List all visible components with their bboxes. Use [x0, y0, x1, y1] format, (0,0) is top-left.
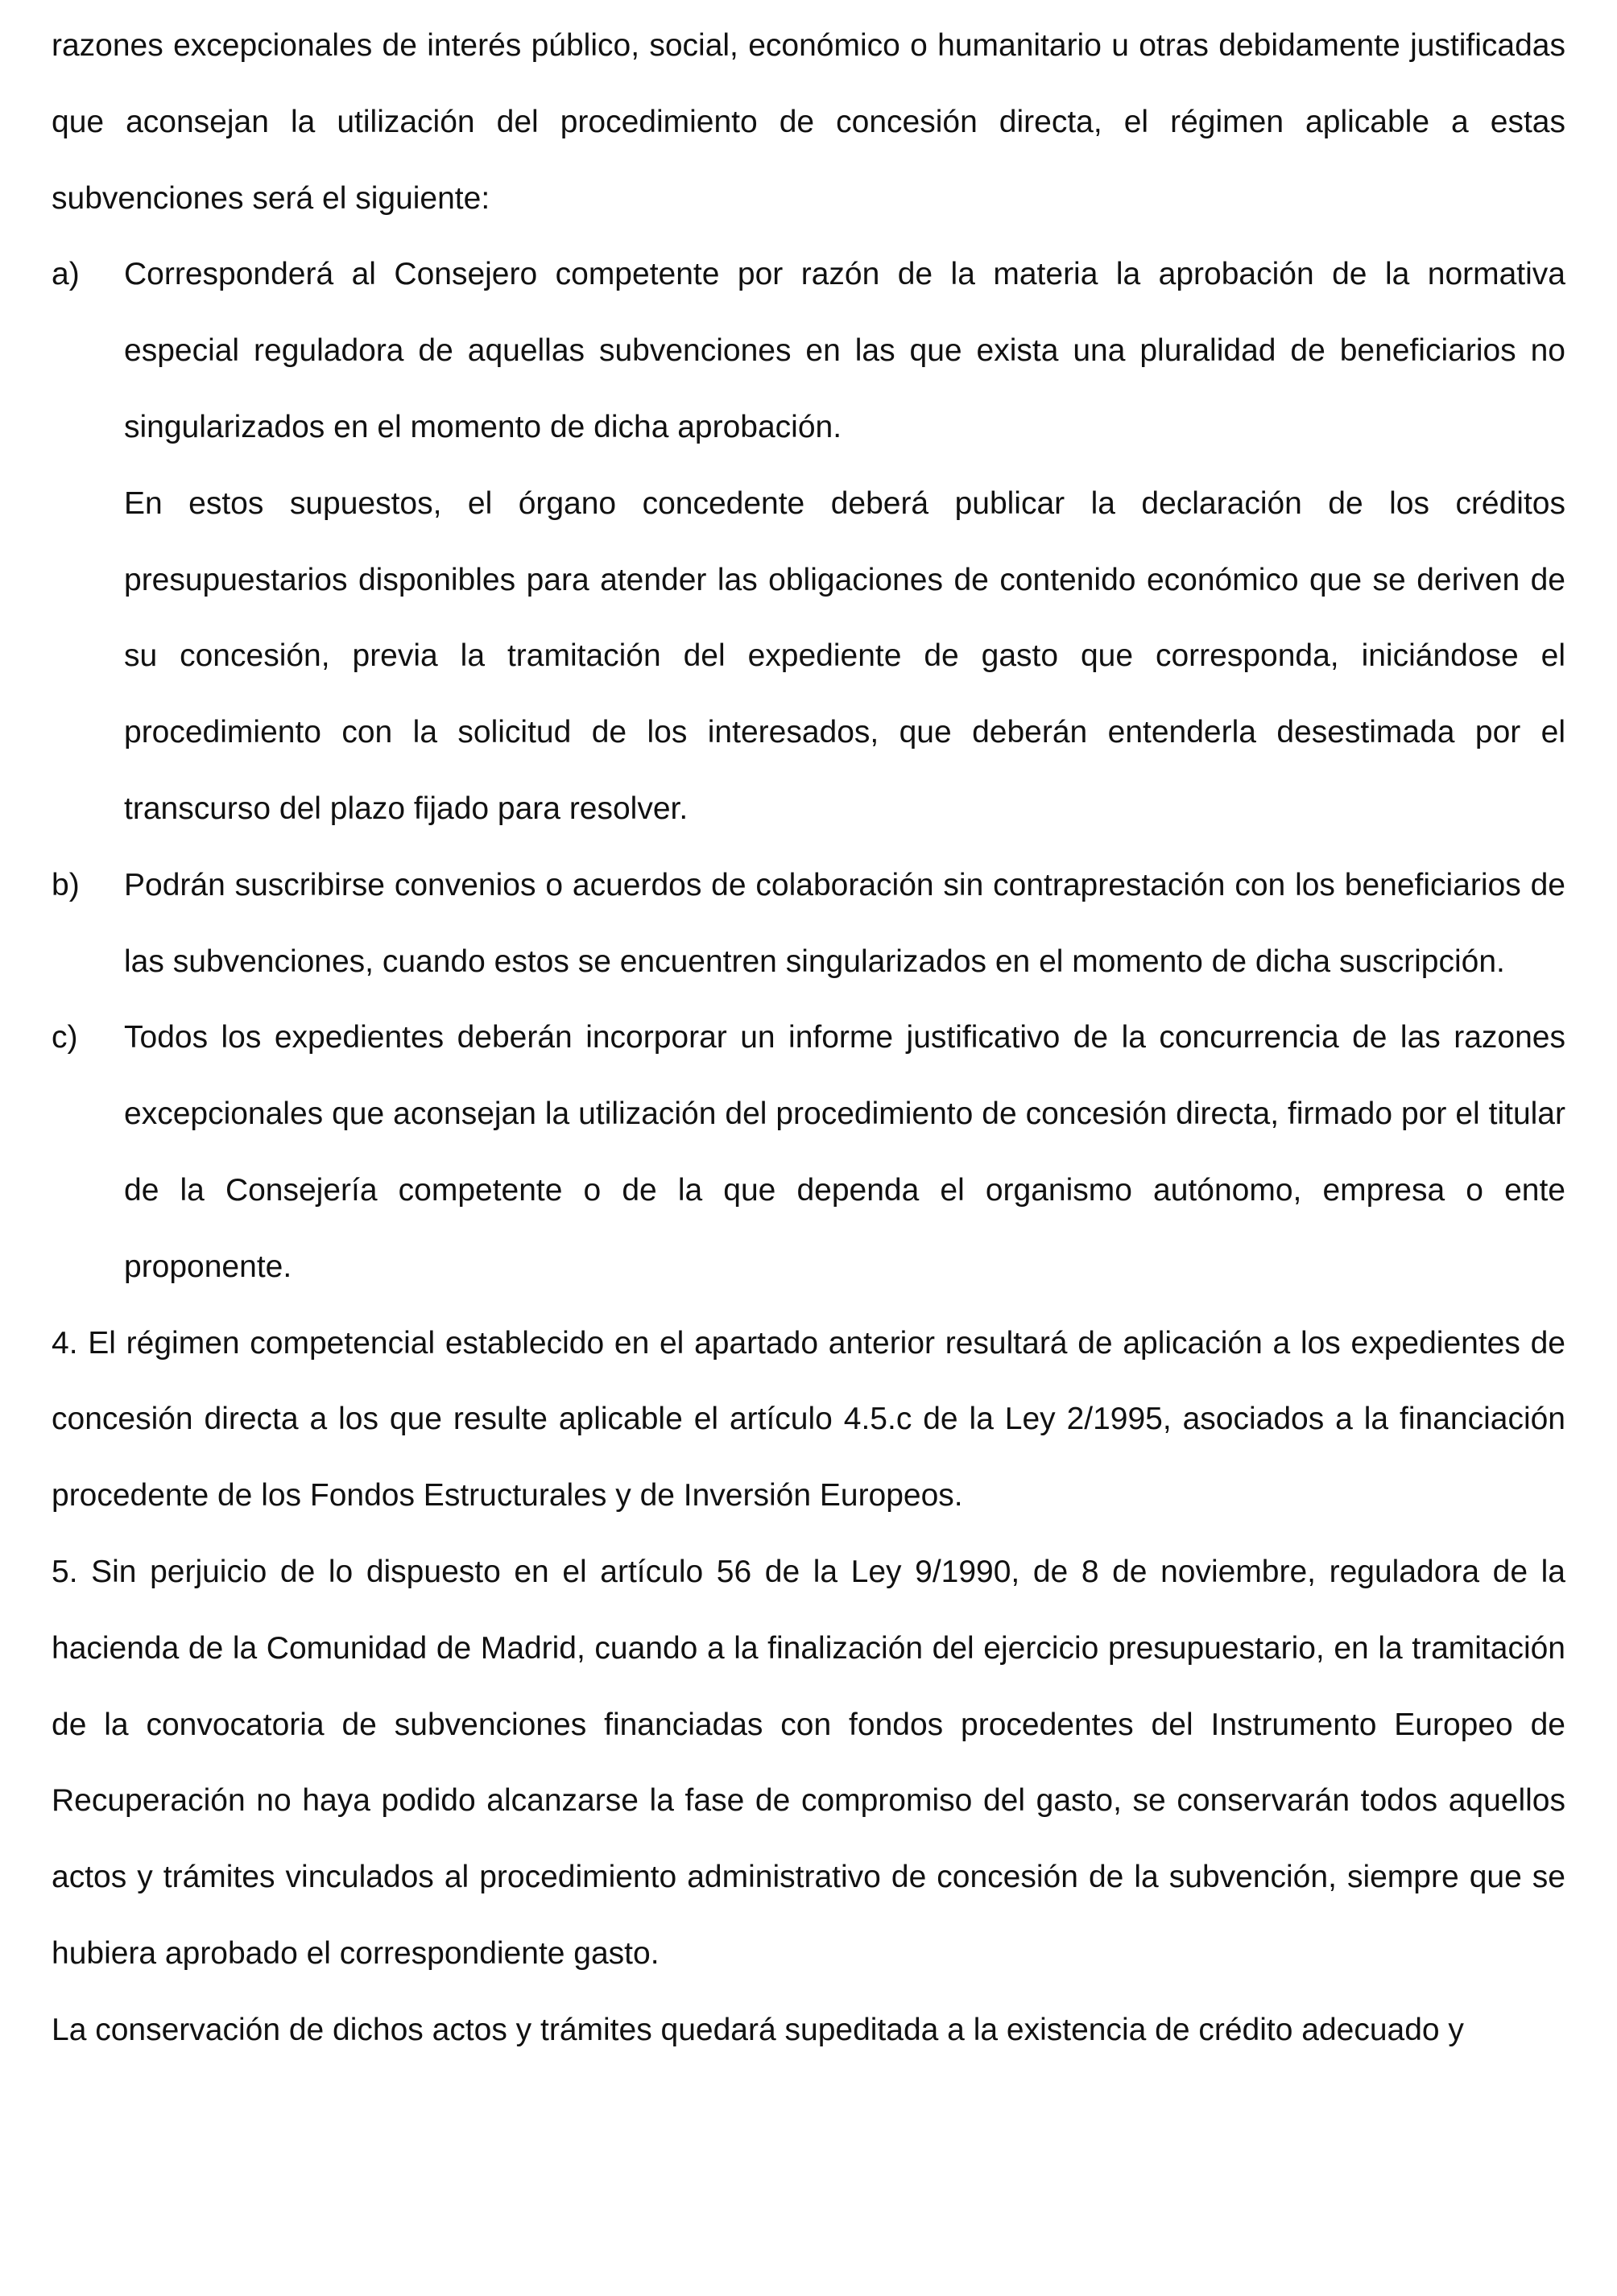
intro-paragraph: razones excepcionales de interés público, social, económico o humanitario u otras debidamente justificadas que aconsejan la utilización del procedimiento de concesión directa, el régimen aplicable a estas subvenciones será el siguiente: [52, 28, 1565, 216]
list-marker-b: b) [52, 867, 80, 902]
list-item-c [52, 1000, 1565, 1305]
section-5-paragraph: 5. Sin perjuicio de lo dispuesto en el artículo 56 de la Ley 9/1990, de 8 de noviembre, reguladora de la hacienda de la Comunidad de Madrid, cuando a la finalización del ejercicio presupuestario, en la tramitación de la convocatoria de subvenciones financiadas con fondos procedentes del Instrumento Europeo de Recuperación no haya podido alcanzarse la fase de compromiso del gasto, se conservarán todos aquellos actos y trámites vinculados al procedimiento administrativo de concesión de la subvención, siempre que se hubiera aprobado el correspondiente gasto. [52, 1554, 1565, 1971]
list-item-b-text: Podrán suscribirse convenios o acuerdos de colaboración sin contraprestación con los beneficiarios de las subvenciones, cuando estos se encuentren singularizados en el momento de dicha suscripción. [124, 867, 1565, 979]
list-marker-a: a) [52, 257, 80, 292]
list-item-a-continuation: En estos supuestos, el órgano concedente deberá publicar la declaración de los créditos presupuestarios disponibles para atender las obligaciones de contenido económico que se deriven de su concesión, previa la tramitación del expediente de gasto que corresponda, iniciándose el procedimiento con la solicitud de los interesados, que deberán entenderla desestimada por el transcurso del plazo fijado para resolver. [124, 485, 1565, 826]
closing-paragraph: La conservación de dichos actos y trámites quedará supeditada a la existencia de crédito adecuado y [52, 2012, 1464, 2047]
section-4-paragraph: 4. El régimen competencial establecido en el apartado anterior resultará de aplicación a los expedientes de concesión directa a los que resulte aplicable el artículo 4.5.c de la Ley 2/1995, asociados a la financiación procedente de los Fondos Estructurales y de Inversión Europeos. [52, 1325, 1565, 1513]
list-item-a-text: Corresponderá al Consejero competente por razón de la materia la aprobación de la normativa especial reguladora de aquellas subvenciones en las que exista una pluralidad de beneficiarios no singularizados en el momento de dicha aprobación. [124, 257, 1565, 444]
document-page [52, 8, 1565, 2069]
list-marker-c: c) [52, 1020, 78, 1055]
list-item-c-text: Todos los expedientes deberán incorporar un informe justificativo de la concurrencia de las razones excepcionales que aconsejan la utilización del procedimiento de concesión directa, firmado por el titular de la Consejería competente o de la que dependa el organismo autónomo, empresa o ente proponente. [124, 1020, 1565, 1284]
list-item-b [52, 848, 1565, 1001]
list-item-a [52, 237, 1565, 465]
